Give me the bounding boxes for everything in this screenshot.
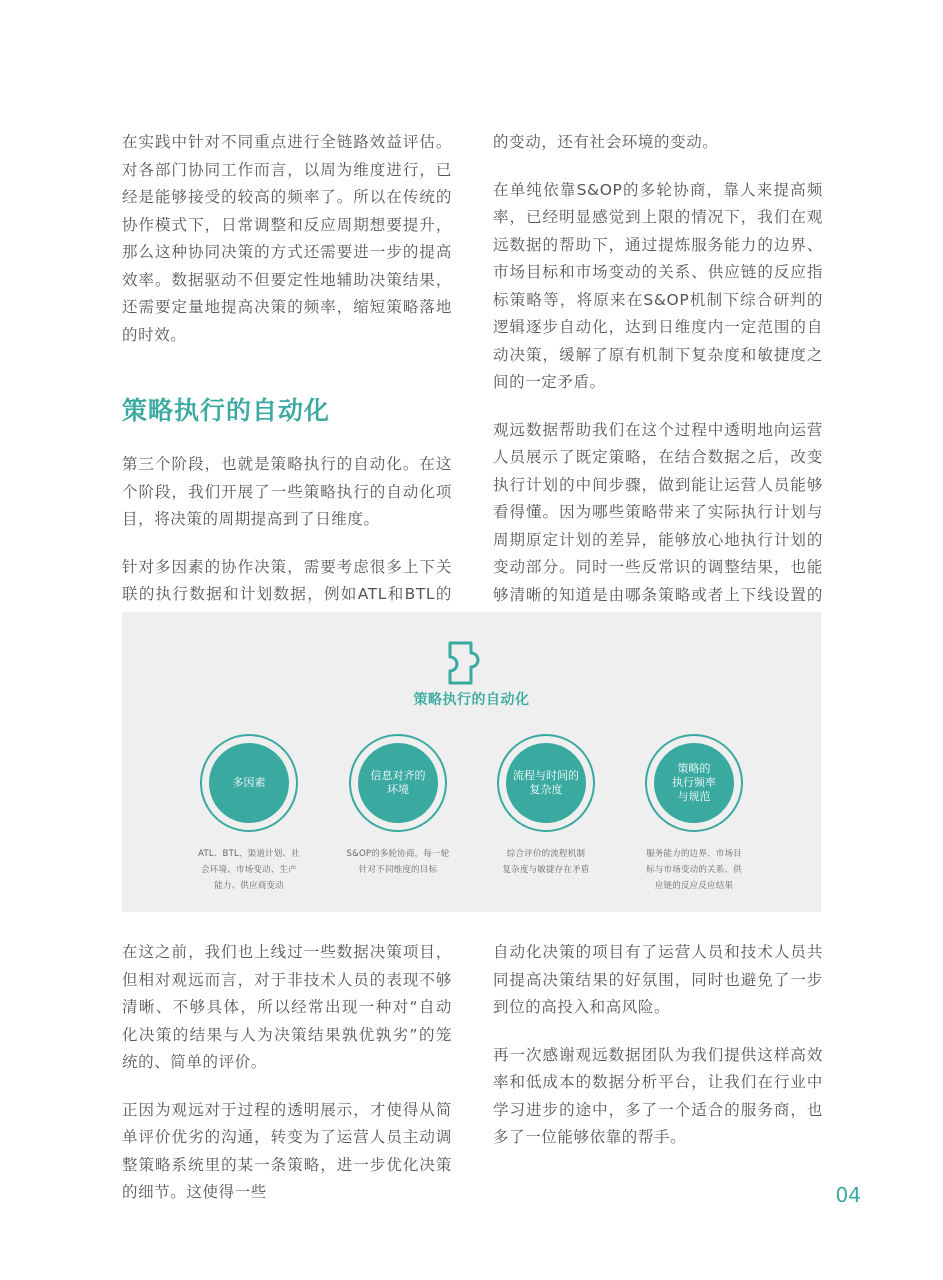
circle-label: 流程与时间的 复杂度 (506, 743, 586, 823)
top-right-column (493, 129, 823, 637)
circle-label: 策略的 执行频率 与规范 (654, 743, 734, 823)
diagram-item-multi-factor (184, 734, 314, 894)
circle-badge (497, 734, 595, 832)
body-paragraph: 自动化决策的项目有了运营人员和技术人员共同提高决策结果的好氛围，同时也避免了一步到位的高投入和高风险。 (493, 943, 823, 1016)
circle-label: 多因素 (209, 743, 289, 823)
bottom-left-column (122, 939, 452, 1207)
circle-badge (349, 734, 447, 832)
item-description: 综合评价的流程机制 复杂度与敏捷存在矛盾 (502, 849, 590, 875)
diagram-title: 策略执行的自动化 (413, 692, 530, 708)
body-paragraph: 在单纯依靠S&OP的多轮协商，靠人来提高频率，已经明显感觉到上限的情况下，我们在观远数据的帮助下，通过提炼服务能力的边界、市场目标和市场变动的关系、供应链的反应指标策略等，将原来在S&OP机制下综合研判的逻辑逐步自动化，达到日维度内一定范围的自动决策，缓解了原有机制下复杂度和敏捷度之间的一定矛盾。 (493, 180, 823, 391)
item-description: ATL、BTL、渠道计划、社 会环境、市场变动、生产 能力、供应商变动 (198, 849, 300, 891)
body-paragraph: 再一次感谢观远数据团队为我们提供这样高效率和低成本的数据分析平台，让我们在行业中学习进步的途中，多了一个适合的服务商，也多了一位能够依靠的帮手。 (493, 1045, 823, 1146)
section-heading: 策略执行的自动化 (122, 396, 331, 425)
strategy-automation-diagram (122, 612, 821, 912)
circle-badge (645, 734, 743, 832)
bottom-right-column (493, 939, 823, 1152)
top-left-column (122, 129, 452, 664)
body-paragraph: 观远数据帮助我们在这个过程中透明地向运营人员展示了既定策略，在结合数据之后，改变执行计划的中间步骤，做到能让运营人员能够看得懂。因为哪些策略带来了实际执行计划与周期原定计划的差异，能够放心地执行计划的变动部分。同时一些反常识的调整结果，也能够清晰的知道是由哪条策略或者上下线设置的 (493, 420, 823, 604)
circle-badge (200, 734, 298, 832)
body-paragraph: 正因为观远对于过程的透明展示，才使得从简单评价优劣的沟通，转变为了运营人员主动调整策略系统里的某一条策略，进一步优化决策的细节。这使得一些 (122, 1100, 452, 1201)
item-description: S&OP的多轮协商，每一轮 针对不同维度的目标 (346, 849, 450, 875)
diagram-item-info-alignment (333, 734, 463, 878)
page-number: 04 (835, 1183, 861, 1207)
puzzle-piece-icon (447, 640, 495, 686)
body-paragraph: 在这之前，我们也上线过一些数据决策项目，但相对观远而言，对于非技术人员的表现不够清晰、不够具体，所以经常出现一种对“自动化决策的结果与人为决策结果孰优孰劣”的笼统的、简单的评价。 (122, 943, 452, 1071)
body-paragraph: 在实践中针对不同重点进行全链路效益评估。对各部门协同工作而言，以周为维度进行，已经是能够接受的较高的频率了。所以在传统的协作模式下，日常调整和反应周期想要提升，那么这种协同决策的方式还需要进一步的提高效率。数据驱动不但要定性地辅助决策结果，还需要定量地提高决策的频率，缩短策略落地的时效。 (122, 133, 452, 344)
item-description: 服务能力的边界、市场目 标与市场变动的关系、供 应链的反应反应结果 (646, 849, 742, 891)
diagram-item-process-complexity (481, 734, 611, 878)
diagram-item-execution-frequency (629, 734, 759, 894)
body-paragraph: 第三个阶段，也就是策略执行的自动化。在这个阶段，我们开展了一些策略执行的自动化项目，将决策的周期提高到了日维度。 (122, 455, 452, 528)
circle-label: 信息对齐的 环境 (358, 743, 438, 823)
body-paragraph: 针对多因素的协作决策，需要考虑很多上下关联的执行数据和计划数据，例如ATL和BTL的 (122, 557, 452, 603)
body-paragraph: 的变动，还有社会环境的变动。 (493, 133, 719, 151)
